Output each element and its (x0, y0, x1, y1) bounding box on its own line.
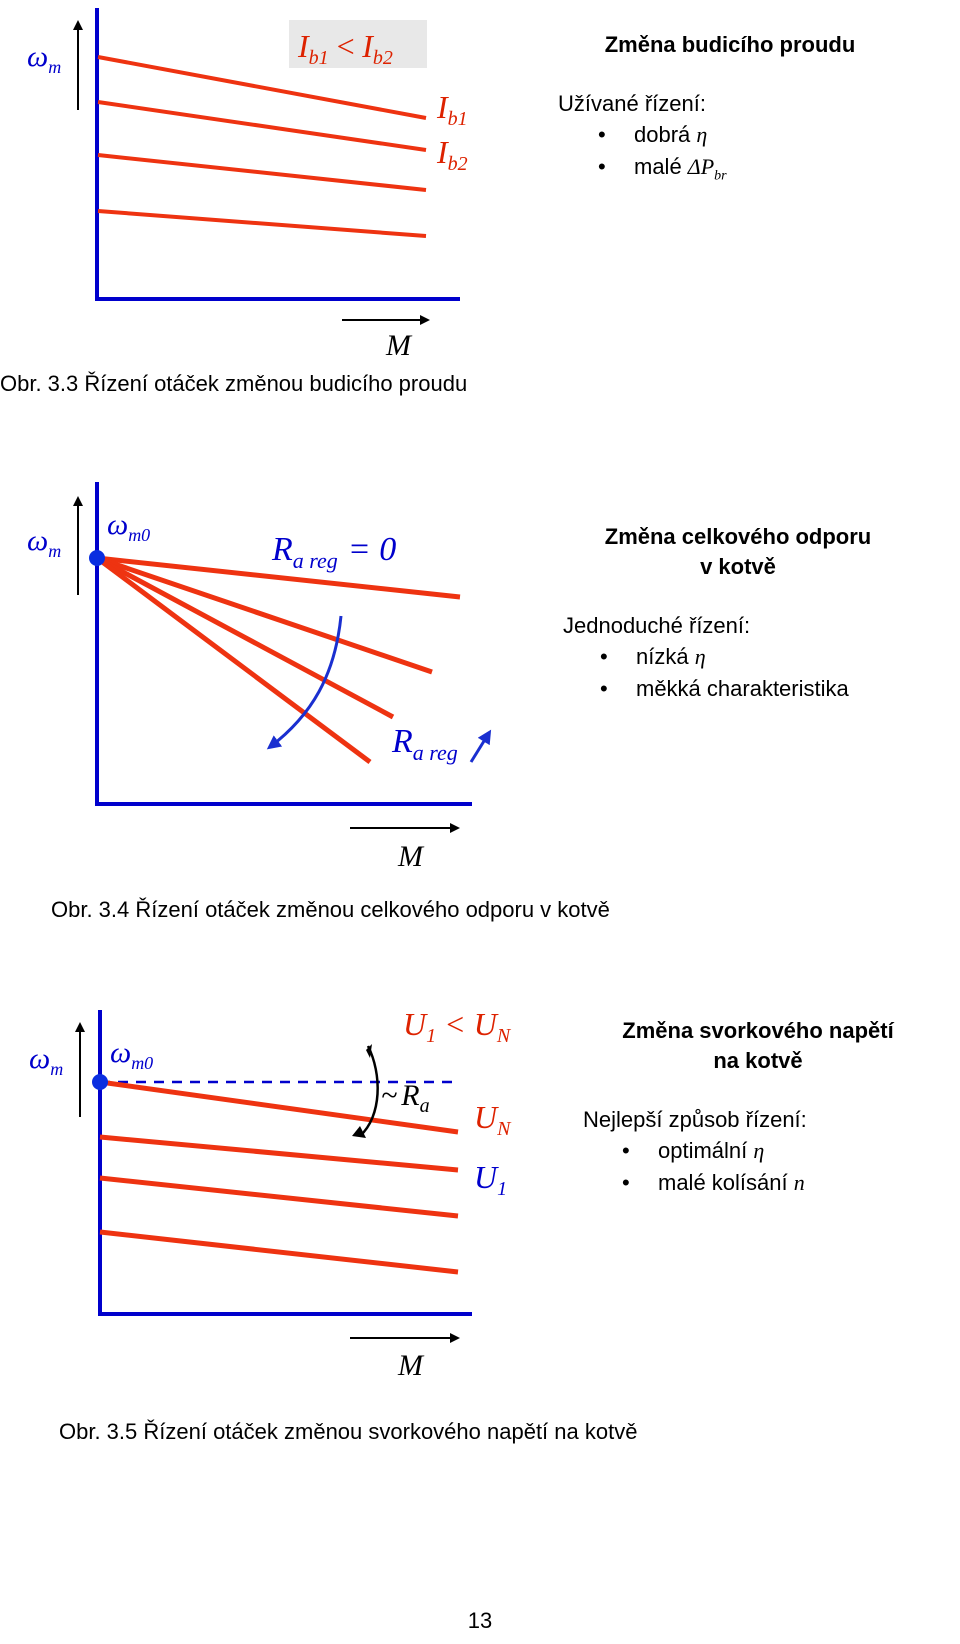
omega-m-label: $\omega_m$ (27, 524, 62, 561)
curve-rareg-4 (97, 558, 370, 762)
fig1-bullet-1: • dobrá η (598, 119, 727, 151)
omega-m-label: $\omega_m$ (27, 40, 62, 77)
no-load-point (92, 1074, 108, 1090)
fig3-caption: Obr. 3.5 Řízení otáček změnou svorkového napětí na kotvě (59, 1419, 638, 1444)
m-label: M (398, 1349, 423, 1382)
fig2-intro: Jednoduché řízení: (563, 613, 751, 638)
curve-u1 (100, 1137, 458, 1170)
inequality-label: $I_{b1} < I_{b2}$ (298, 28, 393, 69)
fig1-intro: Užívané řízení: (558, 91, 706, 116)
m-label: M (386, 329, 411, 362)
m-label: M (398, 840, 423, 873)
curve-4 (98, 211, 426, 236)
ra-label: ~ $R_a$ (381, 1079, 430, 1117)
no-load-point (89, 550, 105, 566)
figure-3-3 (0, 0, 960, 420)
fig3-bullet-2: • malé kolísání n (622, 1167, 805, 1199)
figure-3-5 (0, 990, 960, 1460)
fig2-bullet-1: • nízká η (600, 641, 849, 673)
fig1-bullet-2: • malé $\Delta P_{br}$ (598, 151, 727, 192)
rareg-zero-label: $R_{a reg} = 0$ (272, 531, 397, 573)
fig2-heading: Změna celkového odporu v kotvě (604, 524, 872, 579)
omega-m0-label: $\omega_{m0}$ (110, 1036, 154, 1073)
curve-label-ib2: $I_{b2}$ (437, 134, 468, 175)
fig2-bullets (600, 641, 849, 705)
rareg-label: $R_{a reg}$ (392, 723, 458, 765)
fig2-bullet-2: • měkká charakteristika (600, 673, 849, 705)
un-label: $U_N$ (474, 1099, 511, 1140)
fig1-heading: Změna budicího proudu (604, 32, 856, 57)
fig3-bullet-1: • optimální η (622, 1135, 805, 1167)
u1-label: $U_1$ (474, 1159, 508, 1200)
fig3-bullets (622, 1135, 805, 1199)
fig2-caption: Obr. 3.4 Řízení otáček změnou celkového odporu v kotvě (51, 897, 610, 922)
omega-m0-label: $\omega_{m0}$ (107, 508, 151, 545)
fig3-heading: Změna svorkového napětí na kotvě (622, 1018, 894, 1073)
omega-m-label: $\omega_m$ (29, 1042, 64, 1079)
curve-u2 (100, 1178, 458, 1216)
increase-arrow-icon (471, 733, 489, 762)
fig3-intro: Nejlepší způsob řízení: (583, 1107, 807, 1132)
curve-rareg-3 (97, 558, 393, 717)
curve-u3 (100, 1232, 458, 1272)
curve-label-ib1: $I_{b1}$ (437, 89, 468, 130)
fig1-bullets (598, 119, 727, 192)
page-number: 13 (467, 1608, 493, 1633)
fig1-caption: Obr. 3.3 Řízení otáček změnou budicího proudu (0, 371, 468, 396)
curve-3 (98, 155, 426, 190)
inequality-label: $U_1 < U_N$ (403, 1006, 511, 1047)
figure-3-4 (0, 470, 960, 930)
